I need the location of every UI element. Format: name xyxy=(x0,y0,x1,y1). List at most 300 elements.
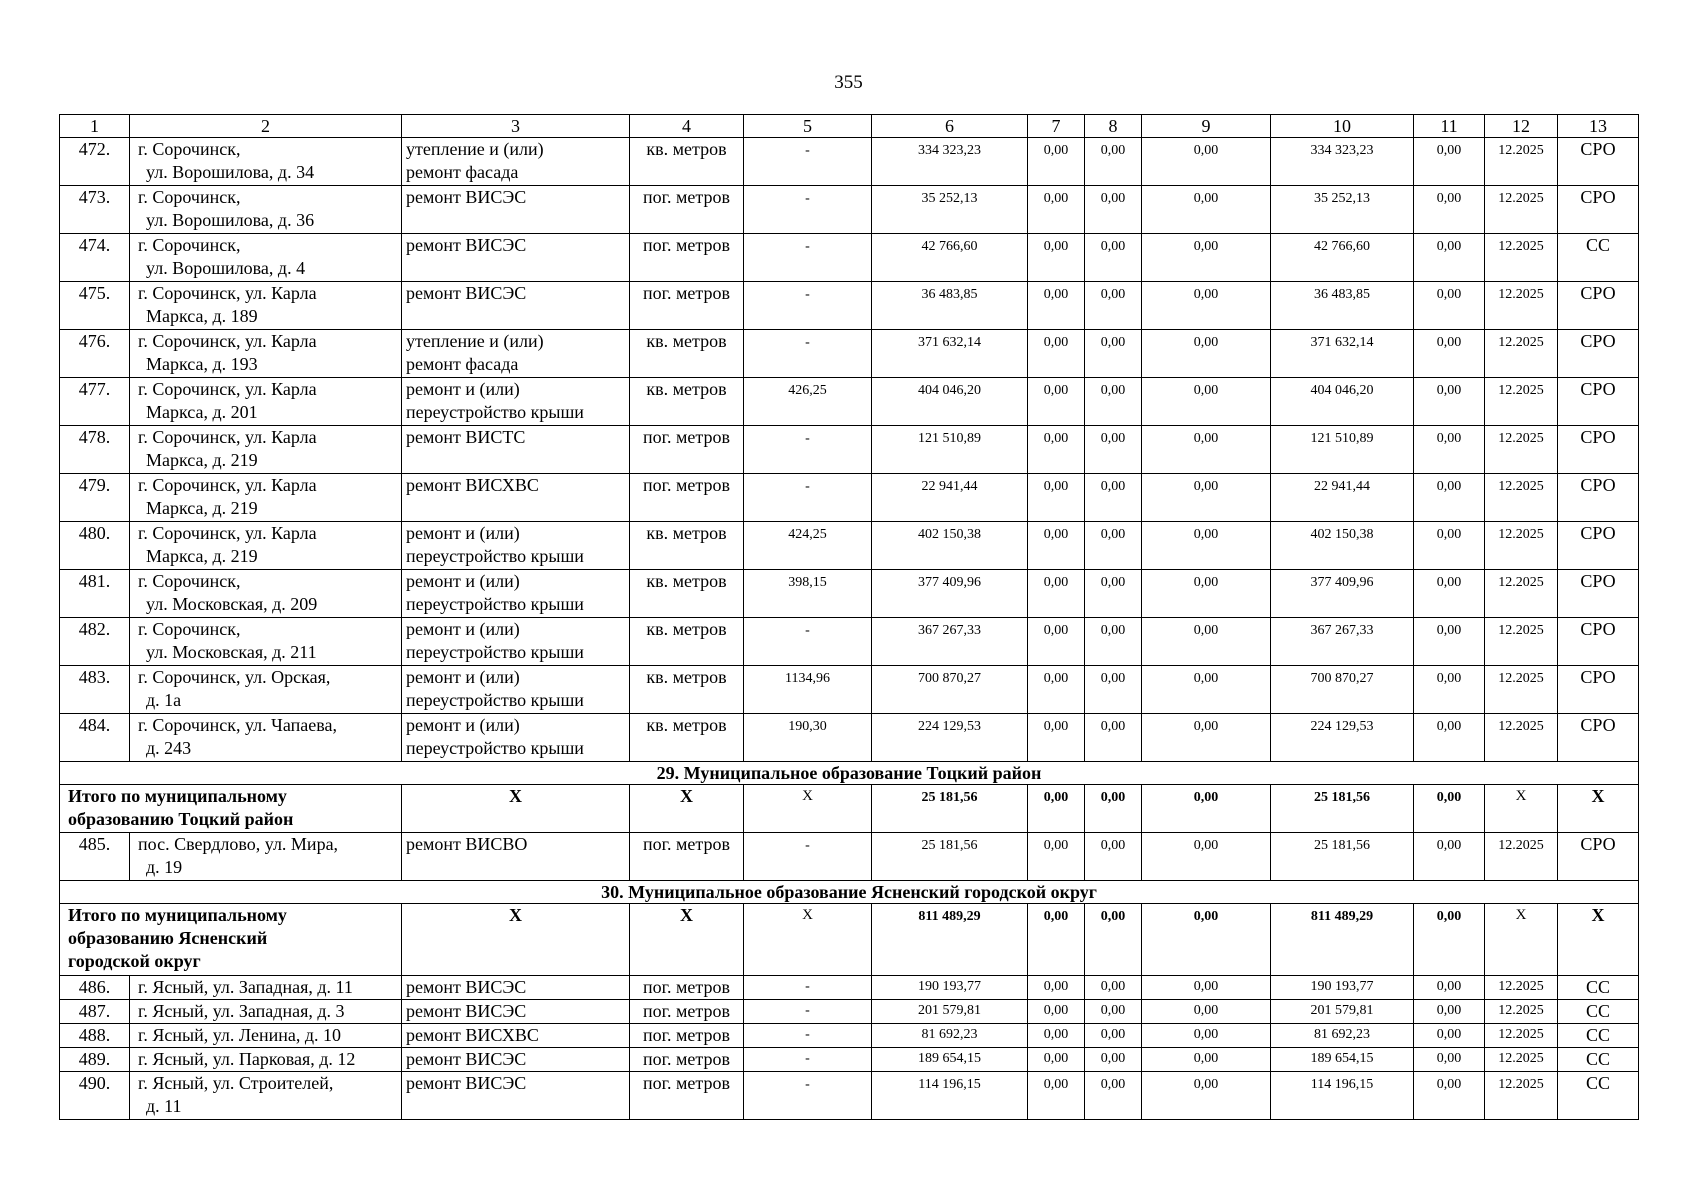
cell-col-11: 0,00 xyxy=(1414,522,1485,570)
cell-line: ремонт ВИСЭС xyxy=(406,1001,527,1021)
cell-col-5: - xyxy=(744,426,872,474)
cell-line: г. Ясный, ул. Западная, д. 3 xyxy=(138,1001,345,1021)
cell-col-3: X xyxy=(402,904,630,976)
cell-line: Маркса, д. 219 xyxy=(146,498,258,518)
cell-col-8: 0,00 xyxy=(1085,833,1142,881)
cell-col-11: 0,00 xyxy=(1414,426,1485,474)
table-row xyxy=(60,1048,1639,1072)
cell-col-8: 0,00 xyxy=(1085,522,1142,570)
cell-col-10: 189 654,15 xyxy=(1271,1048,1414,1072)
work-type-cell xyxy=(402,138,630,186)
cell-col-11: 0,00 xyxy=(1414,1048,1485,1072)
cell-col-9: 0,00 xyxy=(1142,234,1271,282)
column-header: 8 xyxy=(1085,115,1142,138)
unit-cell: пог. метров xyxy=(630,234,744,282)
cell-line: г. Ясный, ул. Строителей, xyxy=(138,1073,334,1093)
cell-line: ремонт ВИСЭС xyxy=(406,283,527,303)
cell-col-10: 224 129,53 xyxy=(1271,714,1414,762)
cell-col-9: 0,00 xyxy=(1142,138,1271,186)
cell-col-5: - xyxy=(744,618,872,666)
cell-col-7: 0,00 xyxy=(1028,570,1085,618)
cell-col-10: 201 579,81 xyxy=(1271,1000,1414,1024)
cell-line: ремонт ВИСЭС xyxy=(406,1049,527,1069)
address-cell xyxy=(130,282,402,330)
unit-cell: пог. метров xyxy=(630,976,744,1000)
table-row xyxy=(60,330,1639,378)
cell-col-5: - xyxy=(744,138,872,186)
work-type-cell xyxy=(402,330,630,378)
cell-col-6: 402 150,38 xyxy=(872,522,1028,570)
cell-col-6: 22 941,44 xyxy=(872,474,1028,522)
column-header: 3 xyxy=(402,115,630,138)
table-row xyxy=(60,474,1639,522)
cell-line: Маркса, д. 193 xyxy=(146,354,258,374)
unit-cell: кв. метров xyxy=(630,618,744,666)
address-cell xyxy=(130,426,402,474)
cell-line: ул. Ворошилова, д. 4 xyxy=(146,258,306,278)
address-cell xyxy=(130,618,402,666)
cell-col-12: 12.2025 xyxy=(1485,1024,1558,1048)
table-row xyxy=(60,976,1639,1000)
table-row xyxy=(60,186,1639,234)
row-number: 477. xyxy=(60,378,130,426)
unit-cell: кв. метров xyxy=(630,666,744,714)
cell-col-11: 0,00 xyxy=(1414,570,1485,618)
cell-col-5: - xyxy=(744,186,872,234)
cell-col-8: 0,00 xyxy=(1085,138,1142,186)
section-header-row xyxy=(60,762,1639,785)
work-type-cell xyxy=(402,426,630,474)
cell-line: утепление и (или) xyxy=(406,331,544,351)
cell-col-7: 0,00 xyxy=(1028,1000,1085,1024)
cell-line: г. Сорочинск, xyxy=(138,187,241,207)
cell-line: г. Сорочинск, ул. Карла xyxy=(138,427,317,447)
cell-col-13: СРО xyxy=(1558,378,1639,426)
cell-col-6: 81 692,23 xyxy=(872,1024,1028,1048)
cell-col-8: 0,00 xyxy=(1085,1048,1142,1072)
cell-col-10: 121 510,89 xyxy=(1271,426,1414,474)
cell-line: г. Сорочинск, ул. Карла xyxy=(138,523,317,543)
section-title: 30. Муниципальное образование Ясненский городской округ xyxy=(60,881,1639,904)
cell-col-6: 700 870,27 xyxy=(872,666,1028,714)
cell-col-11: 0,00 xyxy=(1414,785,1485,833)
cell-line: ремонт ВИСЭС xyxy=(406,235,527,255)
cell-col-5: X xyxy=(744,904,872,976)
cell-line: ремонт и (или) xyxy=(406,379,520,399)
cell-line: г. Сорочинск, ул. Чапаева, xyxy=(138,715,337,735)
cell-col-10: 334 323,23 xyxy=(1271,138,1414,186)
register-table xyxy=(59,114,1639,1120)
cell-col-5: 426,25 xyxy=(744,378,872,426)
cell-col-12: 12.2025 xyxy=(1485,378,1558,426)
cell-line: ремонт ВИСВО xyxy=(406,834,528,854)
cell-col-12: 12.2025 xyxy=(1485,1000,1558,1024)
row-number: 476. xyxy=(60,330,130,378)
cell-line: г. Ясный, ул. Западная, д. 11 xyxy=(138,977,353,997)
cell-line: Итого по муниципальному xyxy=(68,905,287,925)
cell-line: г. Сорочинск, xyxy=(138,139,241,159)
cell-col-6: 201 579,81 xyxy=(872,1000,1028,1024)
address-cell xyxy=(130,138,402,186)
cell-col-13: СРО xyxy=(1558,833,1639,881)
cell-line: ремонт ВИСЭС xyxy=(406,187,527,207)
cell-col-11: 0,00 xyxy=(1414,618,1485,666)
cell-col-12: 12.2025 xyxy=(1485,976,1558,1000)
cell-line: д. 243 xyxy=(146,738,192,758)
cell-col-9: 0,00 xyxy=(1142,1048,1271,1072)
cell-col-11: 0,00 xyxy=(1414,234,1485,282)
cell-col-10: 22 941,44 xyxy=(1271,474,1414,522)
cell-line: ремонт ВИСХВС xyxy=(406,475,539,495)
cell-col-13: СРО xyxy=(1558,186,1639,234)
cell-col-10: 25 181,56 xyxy=(1271,785,1414,833)
row-number: 480. xyxy=(60,522,130,570)
unit-cell: пог. метров xyxy=(630,474,744,522)
row-number: 483. xyxy=(60,666,130,714)
row-number: 474. xyxy=(60,234,130,282)
cell-col-13: СРО xyxy=(1558,570,1639,618)
cell-col-8: 0,00 xyxy=(1085,785,1142,833)
cell-line: ул. Ворошилова, д. 36 xyxy=(146,210,315,230)
cell-col-11: 0,00 xyxy=(1414,976,1485,1000)
work-type-cell xyxy=(402,666,630,714)
cell-col-11: 0,00 xyxy=(1414,186,1485,234)
cell-col-8: 0,00 xyxy=(1085,904,1142,976)
cell-col-7: 0,00 xyxy=(1028,330,1085,378)
cell-col-7: 0,00 xyxy=(1028,666,1085,714)
cell-col-7: 0,00 xyxy=(1028,904,1085,976)
unit-cell: кв. метров xyxy=(630,378,744,426)
cell-col-7: 0,00 xyxy=(1028,1072,1085,1120)
cell-col-11: 0,00 xyxy=(1414,1072,1485,1120)
cell-col-11: 0,00 xyxy=(1414,474,1485,522)
cell-col-11: 0,00 xyxy=(1414,1024,1485,1048)
address-cell xyxy=(130,833,402,881)
cell-col-10: 114 196,15 xyxy=(1271,1072,1414,1120)
cell-col-8: 0,00 xyxy=(1085,474,1142,522)
cell-col-11: 0,00 xyxy=(1414,833,1485,881)
total-row xyxy=(60,904,1639,976)
cell-col-5: - xyxy=(744,1048,872,1072)
cell-col-13: СРО xyxy=(1558,138,1639,186)
cell-col-5: X xyxy=(744,785,872,833)
table-row xyxy=(60,1024,1639,1048)
address-cell xyxy=(130,522,402,570)
address-cell xyxy=(130,1048,402,1072)
cell-line: переустройство крыши xyxy=(406,546,584,566)
cell-col-6: 36 483,85 xyxy=(872,282,1028,330)
cell-col-13: СРО xyxy=(1558,474,1639,522)
cell-col-13: СРО xyxy=(1558,522,1639,570)
work-type-cell xyxy=(402,378,630,426)
cell-line: переустройство крыши xyxy=(406,402,584,422)
work-type-cell xyxy=(402,1000,630,1024)
cell-line: ремонт ВИСЭС xyxy=(406,977,527,997)
table-row xyxy=(60,618,1639,666)
cell-col-8: 0,00 xyxy=(1085,330,1142,378)
cell-line: г. Сорочинск, ул. Карла xyxy=(138,283,317,303)
cell-col-8: 0,00 xyxy=(1085,570,1142,618)
cell-col-11: 0,00 xyxy=(1414,378,1485,426)
unit-cell: кв. метров xyxy=(630,570,744,618)
work-type-cell xyxy=(402,522,630,570)
cell-col-6: 121 510,89 xyxy=(872,426,1028,474)
unit-cell: кв. метров xyxy=(630,138,744,186)
cell-col-7: 0,00 xyxy=(1028,186,1085,234)
cell-col-6: 224 129,53 xyxy=(872,714,1028,762)
cell-col-11: 0,00 xyxy=(1414,904,1485,976)
row-number: 475. xyxy=(60,282,130,330)
cell-col-9: 0,00 xyxy=(1142,976,1271,1000)
section-header-row xyxy=(60,881,1639,904)
cell-col-7: 0,00 xyxy=(1028,976,1085,1000)
cell-col-10: 35 252,13 xyxy=(1271,186,1414,234)
cell-col-10: 36 483,85 xyxy=(1271,282,1414,330)
row-number: 488. xyxy=(60,1024,130,1048)
cell-col-7: 0,00 xyxy=(1028,378,1085,426)
cell-col-10: 25 181,56 xyxy=(1271,833,1414,881)
address-cell xyxy=(130,234,402,282)
cell-col-9: 0,00 xyxy=(1142,785,1271,833)
cell-col-9: 0,00 xyxy=(1142,522,1271,570)
cell-line: переустройство крыши xyxy=(406,690,584,710)
cell-line: г. Ясный, ул. Ленина, д. 10 xyxy=(138,1025,342,1045)
cell-col-9: 0,00 xyxy=(1142,618,1271,666)
cell-col-13: СРО xyxy=(1558,426,1639,474)
cell-col-11: 0,00 xyxy=(1414,666,1485,714)
cell-col-12: 12.2025 xyxy=(1485,714,1558,762)
cell-col-8: 0,00 xyxy=(1085,666,1142,714)
cell-col-9: 0,00 xyxy=(1142,474,1271,522)
cell-col-13: СРО xyxy=(1558,330,1639,378)
row-number: 490. xyxy=(60,1072,130,1120)
table-row xyxy=(60,234,1639,282)
cell-col-6: 377 409,96 xyxy=(872,570,1028,618)
cell-line: образованию Тоцкий район xyxy=(68,809,294,829)
cell-col-13: СРО xyxy=(1558,282,1639,330)
address-cell xyxy=(130,1000,402,1024)
work-type-cell xyxy=(402,1072,630,1120)
cell-col-10: 404 046,20 xyxy=(1271,378,1414,426)
cell-col-5: - xyxy=(744,833,872,881)
cell-line: ремонт фасада xyxy=(406,354,519,374)
address-cell xyxy=(130,474,402,522)
address-cell xyxy=(130,330,402,378)
cell-line: переустройство крыши xyxy=(406,642,584,662)
cell-line: переустройство крыши xyxy=(406,738,584,758)
table-row xyxy=(60,714,1639,762)
cell-line: г. Сорочинск, xyxy=(138,619,241,639)
unit-cell: пог. метров xyxy=(630,833,744,881)
cell-col-6: 190 193,77 xyxy=(872,976,1028,1000)
page-number: 355 xyxy=(834,72,863,93)
row-number: 487. xyxy=(60,1000,130,1024)
column-header: 2 xyxy=(130,115,402,138)
table-row xyxy=(60,426,1639,474)
cell-col-6: 371 632,14 xyxy=(872,330,1028,378)
total-row xyxy=(60,785,1639,833)
address-cell xyxy=(130,714,402,762)
work-type-cell xyxy=(402,1024,630,1048)
cell-col-7: 0,00 xyxy=(1028,714,1085,762)
cell-col-8: 0,00 xyxy=(1085,186,1142,234)
column-number-header-row xyxy=(60,115,1639,138)
table-row xyxy=(60,1000,1639,1024)
cell-col-10: 700 870,27 xyxy=(1271,666,1414,714)
cell-line: Маркса, д. 219 xyxy=(146,450,258,470)
cell-col-3: X xyxy=(402,785,630,833)
cell-col-9: 0,00 xyxy=(1142,378,1271,426)
cell-col-7: 0,00 xyxy=(1028,618,1085,666)
cell-col-4: X xyxy=(630,904,744,976)
cell-line: д. 1а xyxy=(146,690,182,710)
table-row xyxy=(60,522,1639,570)
cell-line: утепление и (или) xyxy=(406,139,544,159)
unit-cell: пог. метров xyxy=(630,1072,744,1120)
cell-col-10: 402 150,38 xyxy=(1271,522,1414,570)
row-number: 481. xyxy=(60,570,130,618)
column-header: 7 xyxy=(1028,115,1085,138)
cell-line: Итого по муниципальному xyxy=(68,786,287,806)
row-number: 489. xyxy=(60,1048,130,1072)
work-type-cell xyxy=(402,234,630,282)
cell-col-12: 12.2025 xyxy=(1485,618,1558,666)
cell-col-6: 42 766,60 xyxy=(872,234,1028,282)
cell-line: ремонт и (или) xyxy=(406,523,520,543)
cell-col-7: 0,00 xyxy=(1028,474,1085,522)
cell-col-13: СС xyxy=(1558,1000,1639,1024)
row-number: 485. xyxy=(60,833,130,881)
cell-col-9: 0,00 xyxy=(1142,666,1271,714)
column-header: 10 xyxy=(1271,115,1414,138)
cell-line: г. Ясный, ул. Парковая, д. 12 xyxy=(138,1049,356,1069)
work-type-cell xyxy=(402,570,630,618)
cell-line: ремонт ВИСХВС xyxy=(406,1025,539,1045)
cell-col-12: 12.2025 xyxy=(1485,522,1558,570)
address-cell xyxy=(130,378,402,426)
cell-col-12: 12.2025 xyxy=(1485,833,1558,881)
address-cell xyxy=(130,186,402,234)
row-number: 473. xyxy=(60,186,130,234)
row-number: 472. xyxy=(60,138,130,186)
row-number: 478. xyxy=(60,426,130,474)
cell-col-8: 0,00 xyxy=(1085,1072,1142,1120)
cell-col-10: 42 766,60 xyxy=(1271,234,1414,282)
cell-col-10: 81 692,23 xyxy=(1271,1024,1414,1048)
cell-col-5: - xyxy=(744,1024,872,1048)
table-row xyxy=(60,1072,1639,1120)
cell-col-8: 0,00 xyxy=(1085,714,1142,762)
cell-col-12: 12.2025 xyxy=(1485,234,1558,282)
cell-col-11: 0,00 xyxy=(1414,282,1485,330)
cell-col-13: X xyxy=(1558,904,1639,976)
cell-col-8: 0,00 xyxy=(1085,1000,1142,1024)
cell-col-12: 12.2025 xyxy=(1485,570,1558,618)
cell-col-13: СС xyxy=(1558,234,1639,282)
cell-line: г. Сорочинск, ул. Орская, xyxy=(138,667,331,687)
unit-cell: пог. метров xyxy=(630,282,744,330)
cell-line: ул. Московская, д. 209 xyxy=(146,594,318,614)
cell-col-10: 377 409,96 xyxy=(1271,570,1414,618)
cell-col-9: 0,00 xyxy=(1142,1024,1271,1048)
cell-col-8: 0,00 xyxy=(1085,976,1142,1000)
cell-col-10: 190 193,77 xyxy=(1271,976,1414,1000)
cell-col-12: 12.2025 xyxy=(1485,666,1558,714)
cell-col-11: 0,00 xyxy=(1414,1000,1485,1024)
cell-line: г. Сорочинск, ул. Карла xyxy=(138,379,317,399)
cell-line: Маркса, д. 201 xyxy=(146,402,258,422)
cell-col-6: 811 489,29 xyxy=(872,904,1028,976)
cell-col-10: 371 632,14 xyxy=(1271,330,1414,378)
cell-line: образованию Ясненский xyxy=(68,928,268,948)
unit-cell: пог. метров xyxy=(630,1048,744,1072)
address-cell xyxy=(130,976,402,1000)
cell-line: пос. Свердлово, ул. Мира, xyxy=(138,834,339,854)
cell-col-12: 12.2025 xyxy=(1485,138,1558,186)
unit-cell: пог. метров xyxy=(630,186,744,234)
cell-line: ремонт и (или) xyxy=(406,715,520,735)
cell-col-5: - xyxy=(744,474,872,522)
cell-col-8: 0,00 xyxy=(1085,1024,1142,1048)
unit-cell: кв. метров xyxy=(630,714,744,762)
row-number: 486. xyxy=(60,976,130,1000)
column-header: 5 xyxy=(744,115,872,138)
unit-cell: пог. метров xyxy=(630,426,744,474)
cell-col-9: 0,00 xyxy=(1142,426,1271,474)
row-number: 479. xyxy=(60,474,130,522)
cell-col-9: 0,00 xyxy=(1142,714,1271,762)
cell-col-7: 0,00 xyxy=(1028,1024,1085,1048)
table-row xyxy=(60,570,1639,618)
column-header: 9 xyxy=(1142,115,1271,138)
cell-col-9: 0,00 xyxy=(1142,330,1271,378)
cell-col-7: 0,00 xyxy=(1028,282,1085,330)
cell-line: ремонт фасада xyxy=(406,162,519,182)
cell-line: ремонт и (или) xyxy=(406,571,520,591)
cell-col-7: 0,00 xyxy=(1028,833,1085,881)
cell-line: ремонт ВИСТС xyxy=(406,427,526,447)
cell-col-6: 404 046,20 xyxy=(872,378,1028,426)
cell-col-10: 367 267,33 xyxy=(1271,618,1414,666)
cell-col-8: 0,00 xyxy=(1085,378,1142,426)
cell-col-10: 811 489,29 xyxy=(1271,904,1414,976)
cell-col-7: 0,00 xyxy=(1028,234,1085,282)
cell-col-11: 0,00 xyxy=(1414,138,1485,186)
cell-col-13: СС xyxy=(1558,1024,1639,1048)
row-number: 484. xyxy=(60,714,130,762)
cell-col-13: СРО xyxy=(1558,666,1639,714)
cell-col-6: 189 654,15 xyxy=(872,1048,1028,1072)
unit-cell: кв. метров xyxy=(630,522,744,570)
cell-col-6: 25 181,56 xyxy=(872,833,1028,881)
table-row xyxy=(60,378,1639,426)
cell-col-9: 0,00 xyxy=(1142,186,1271,234)
cell-col-4: X xyxy=(630,785,744,833)
cell-col-9: 0,00 xyxy=(1142,1000,1271,1024)
cell-col-7: 0,00 xyxy=(1028,1048,1085,1072)
unit-cell: кв. метров xyxy=(630,330,744,378)
cell-col-12: X xyxy=(1485,904,1558,976)
row-number: 482. xyxy=(60,618,130,666)
cell-col-12: 12.2025 xyxy=(1485,186,1558,234)
cell-col-5: - xyxy=(744,234,872,282)
table-row xyxy=(60,666,1639,714)
cell-col-7: 0,00 xyxy=(1028,785,1085,833)
cell-col-5: - xyxy=(744,976,872,1000)
column-header: 6 xyxy=(872,115,1028,138)
cell-col-5: - xyxy=(744,330,872,378)
cell-col-7: 0,00 xyxy=(1028,138,1085,186)
